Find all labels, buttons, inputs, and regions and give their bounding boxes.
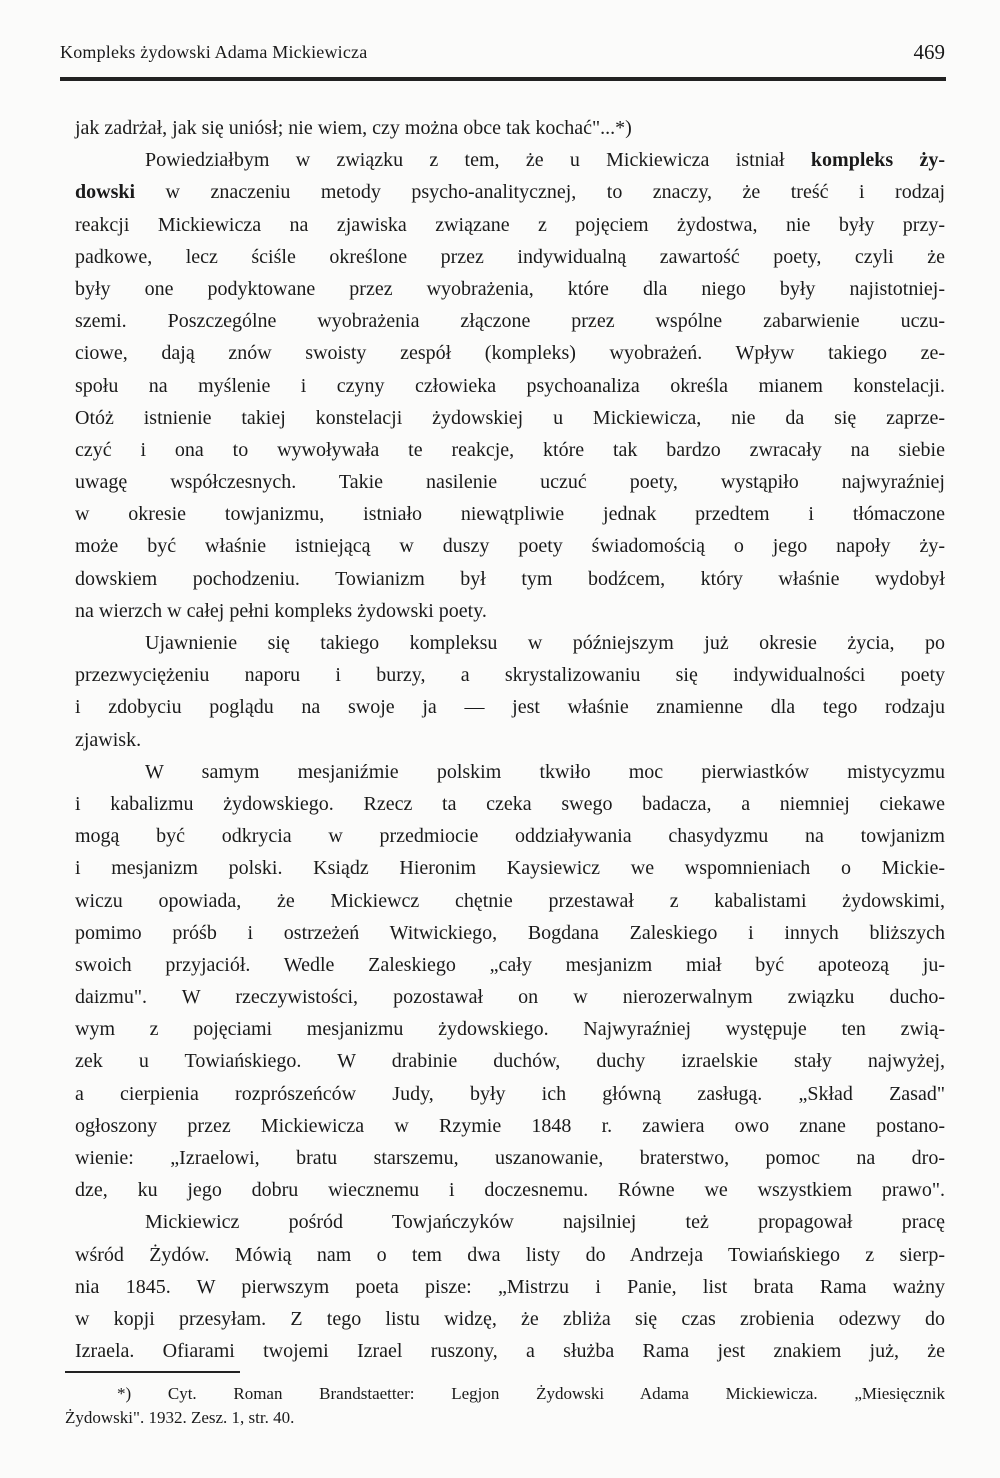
text-line — [75, 595, 945, 627]
text-line — [75, 144, 945, 176]
running-title: Kompleks żydowski Adama Mickiewicza — [60, 42, 368, 62]
line-text: i zdobyciu poglądu na swoje ja — jest właśnie znamienne dla tego rodzaju — [75, 696, 945, 719]
text-line — [75, 402, 945, 434]
bold-term: dowski — [75, 181, 136, 204]
line-text: czyć i ona to wywoływała te reakcje, które tak bardzo zwracały na siebie — [75, 438, 945, 461]
line-text: a cierpienia rozprószeńców Judy, były ich główną zasługą. „Skład Zasad" — [75, 1082, 945, 1105]
text-line — [75, 1271, 945, 1303]
text-line — [75, 112, 945, 144]
text-line — [75, 241, 945, 273]
text-line — [75, 434, 945, 466]
line-text: Ujawnienie się takiego kompleksu w późniejszym już okresie życia, po — [145, 632, 945, 654]
page-number: 469 — [913, 40, 945, 64]
footnote-line — [65, 1406, 945, 1430]
text-line — [75, 176, 945, 208]
text-line — [75, 724, 945, 756]
line-text: przezwyciężeniu naporu i burzy, a skrystalizowaniu się indywidualności poety — [75, 664, 945, 687]
footnote — [65, 1382, 945, 1430]
text-line — [75, 756, 945, 788]
text-line — [75, 209, 945, 241]
line-text: zjawisk. — [75, 728, 142, 751]
line-text: jak zadrżał, jak się uniósł; nie wiem, czy można obce tak kochać"...*) — [75, 117, 632, 139]
line-text: *) Cyt. Roman Brandstaetter: Legjon Żydowski Adama Mickiewicza. „Miesięcznik — [117, 1384, 945, 1403]
text-line — [75, 1174, 945, 1206]
text-line — [75, 273, 945, 305]
text-line — [75, 691, 945, 723]
line-text: wym z pojęciami mesjanizmu żydowskiego. Najwyraźniej występuje ten zwią- — [75, 1018, 945, 1041]
line-text: Mickiewicz pośród Towjańczyków najsilniej też propagował pracę — [145, 1211, 945, 1234]
line-text: Żydowski". 1932. Zesz. 1, str. 40. — [65, 1408, 295, 1427]
line-text: wśród Żydów. Mówią nam o tem dwa listy do Andrzeja Towiańskiego z sierp- — [75, 1243, 945, 1266]
line-text: Powiedziałbym w związku z tem, że u Mickiewicza istniał — [145, 149, 811, 172]
text-line — [75, 1206, 945, 1238]
text-line — [75, 1045, 945, 1077]
text-line — [75, 305, 945, 337]
line-text: zek u Towiańskiego. W drabinie duchów, duchy izraelskie stały najwyżej, — [75, 1050, 945, 1073]
line-text: wiczu opowiada, że Mickiewcz chętnie przestawał z kabalistami żydowskimi, — [75, 889, 945, 912]
bold-term: kompleks ży- — [810, 149, 945, 172]
text-line — [75, 1303, 945, 1335]
line-text: wienie: „Izraelowi, bratu starszemu, uszanowanie, braterstwo, pomoc na dro- — [75, 1147, 945, 1169]
text-line — [75, 1239, 945, 1271]
line-text: w okresie towjanizmu, istniało niewątpliwie jednak przedtem i tłómaczone — [75, 503, 945, 526]
text-line — [75, 1335, 945, 1367]
line-text: były one podyktowane przez wyobrażenia, które dla niego były najistotniej- — [75, 277, 945, 300]
line-text: i mesjanizm polski. Ksiądz Hieronim Kaysiewicz we wspomnieniach o Mickie- — [75, 857, 945, 880]
text-line — [75, 466, 945, 498]
text-line — [75, 563, 945, 595]
text-line — [75, 949, 945, 981]
text-line — [75, 370, 945, 402]
line-text: mogą być odkrycia w przedmiocie oddziaływania chasydyzmu na towjanizm — [75, 825, 945, 848]
line-text: ciowe, dają znów swoisty zespół (kompleks) wyobrażeń. Wpływ takiego ze- — [75, 342, 945, 365]
line-text: ogłoszony przez Mickiewicza w Rzymie 1848 r. zawiera owo znane postano- — [75, 1114, 945, 1137]
text-line — [75, 885, 945, 917]
line-text: Otóż istnienie takiej konstelacji żydowskiej u Mickiewicza, nie da się zaprze- — [75, 406, 945, 429]
footnote-line — [65, 1382, 945, 1406]
text-line — [75, 820, 945, 852]
header-rule — [60, 77, 946, 81]
line-text: daizmu". W rzeczywistości, pozostawał on w nierozerwalnym związku ducho- — [75, 986, 945, 1009]
text-line — [75, 498, 945, 530]
footnote-rule — [65, 1371, 240, 1373]
line-text: swoich przyjaciół. Wedle Zaleskiego „cały mesjanizm miał być apoteozą ju- — [75, 953, 945, 976]
line-text: społu na myślenie i czyny człowieka psychoanaliza określa mianem konstelacji. — [75, 374, 945, 397]
line-text: na wierzch w całej pełni kompleks żydowski poety. — [75, 599, 487, 622]
line-text: pomimo próśb i ostrzeżeń Witwickiego, Bogdana Zaleskiego i innych bliższych — [75, 921, 945, 944]
text-line — [75, 917, 945, 949]
line-text: dowskiem pochodzeniu. Towianizm był tym bodźcem, który właśnie wydobył — [75, 567, 945, 590]
line-text: reakcji Mickiewicza na zjawiska związane z pojęciem żydostwa, nie były przy- — [75, 213, 945, 236]
line-text: w znaczeniu metody psycho-analitycznej, to znaczy, że treść i rodzaj — [135, 181, 945, 204]
text-line — [75, 1078, 945, 1110]
text-line — [75, 981, 945, 1013]
line-text: może być właśnie istniejącą w duszy poety świadomością o jego napoły ży- — [75, 535, 945, 558]
text-line — [75, 530, 945, 562]
body-text — [75, 112, 945, 1367]
line-text: dze, ku jego dobru wiecznemu i doczesnemu. Równe we wszystkiem prawo". — [75, 1179, 945, 1202]
text-line — [75, 788, 945, 820]
line-text: Izraela. Ofiarami twojemi Izrael ruszony, a służba Rama jest znakiem już, że — [75, 1340, 945, 1363]
text-line — [75, 1110, 945, 1142]
line-text: w kopji przesyłam. Z tego listu widzę, że zbliża się czas zrobienia odezwy do — [75, 1307, 945, 1330]
line-text: W samym mesjaniźmie polskim tkwiło moc pierwiastków mistycyzmu — [145, 760, 945, 783]
text-line — [75, 659, 945, 691]
line-text: szemi. Poszczególne wyobrażenia złączone przez wspólne zabarwienie uczu- — [75, 310, 945, 333]
text-line — [75, 627, 945, 659]
line-text: nia 1845. W pierwszym poeta pisze: „Mistrzu i Panie, list brata Rama ważny — [75, 1275, 945, 1298]
line-text: padkowe, lecz ściśle określone przez indywidualną zawartość poety, czyli że — [75, 245, 945, 268]
text-line — [75, 337, 945, 369]
line-text: uwagę współczesnych. Takie nasilenie uczuć poety, wystąpiło najwyraźniej — [75, 471, 945, 494]
text-line — [75, 1142, 945, 1174]
text-line — [75, 1013, 945, 1045]
text-line — [75, 852, 945, 884]
line-text: i kabalizmu żydowskiego. Rzecz ta czeka swego badacza, a niemniej ciekawe — [75, 792, 945, 815]
